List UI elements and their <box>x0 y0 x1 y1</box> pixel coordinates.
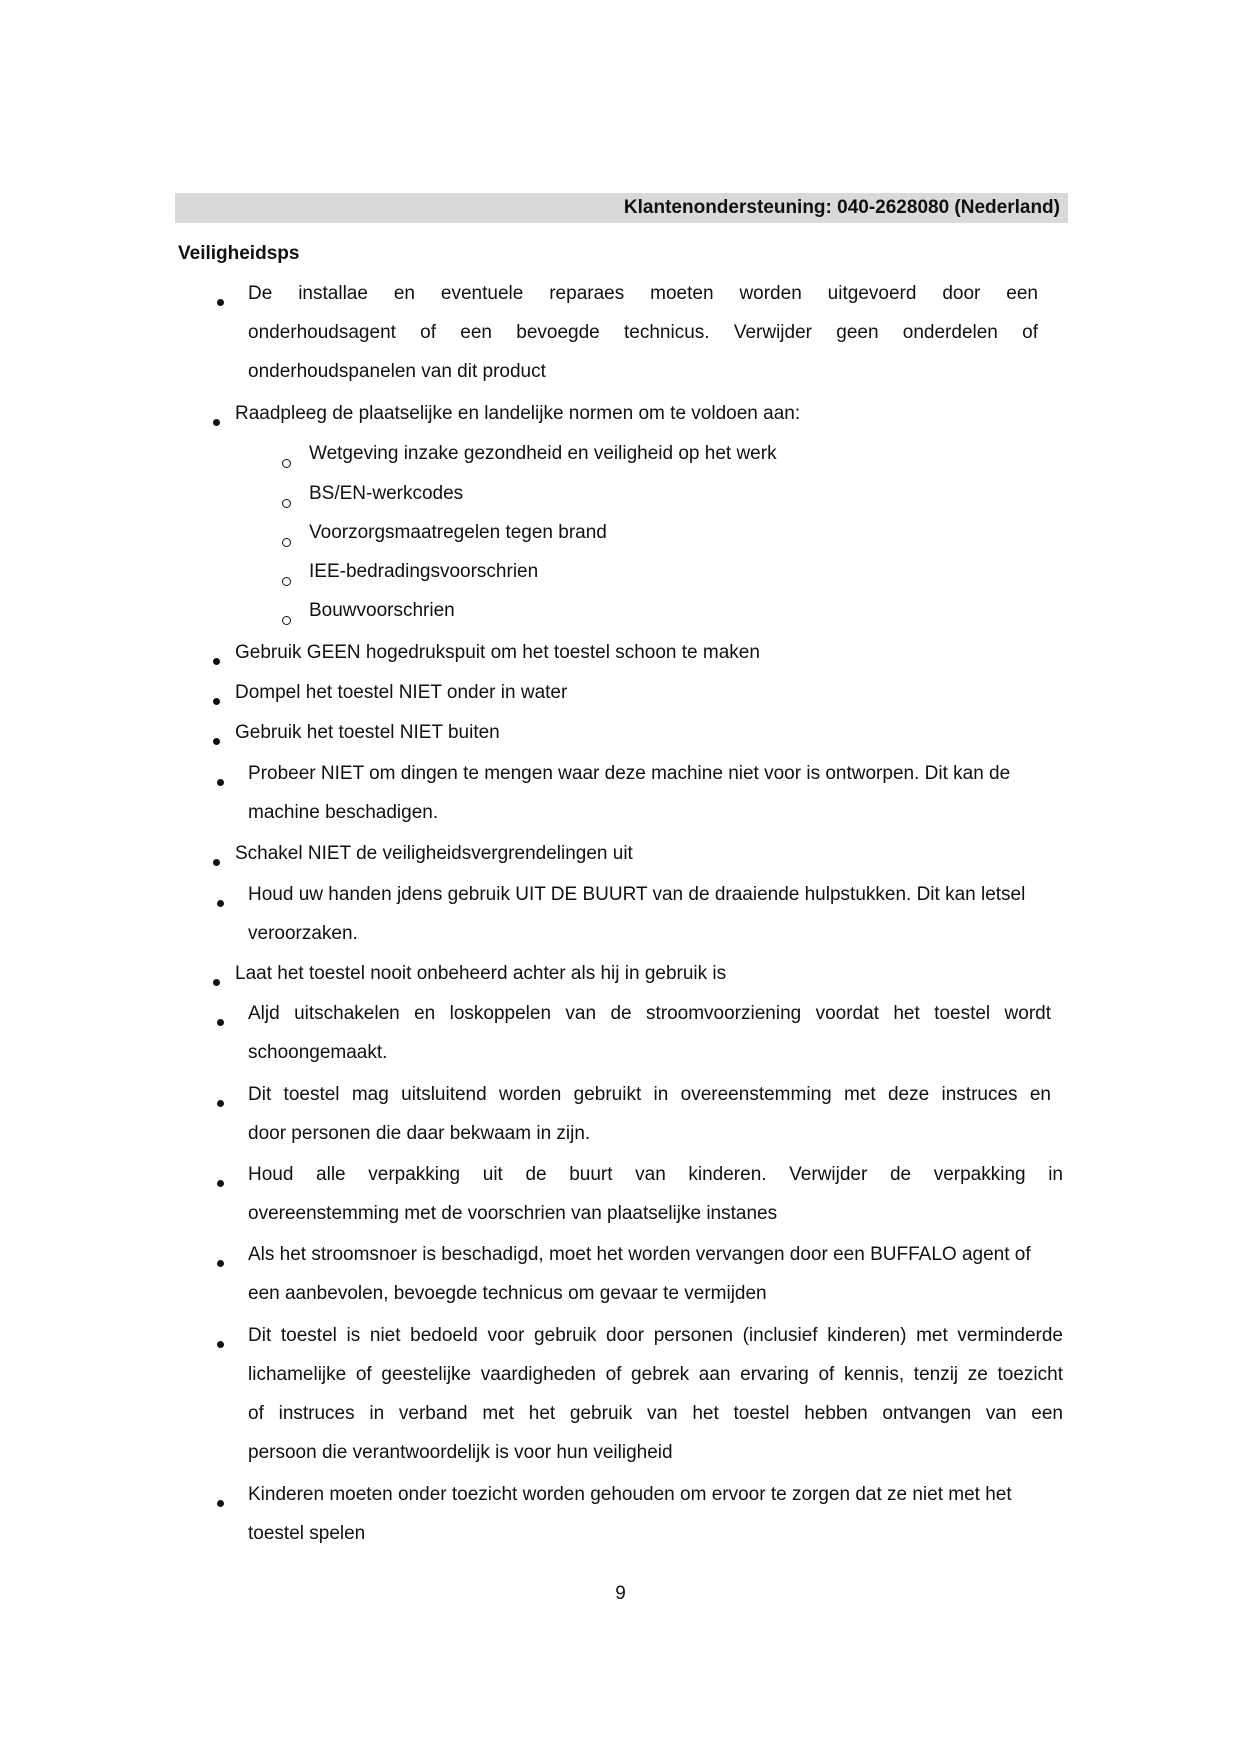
list-item-text: Gebruik het toestel NIET buiten <box>235 722 500 743</box>
list-item-text: veroorzaken. <box>248 923 358 944</box>
list-item-text: Laat het toestel nooit onbeheerd achter als hij in gebruik is <box>235 963 727 984</box>
list-item-text: schoongemaakt. <box>248 1042 388 1063</box>
support-contact-text: Klantenondersteuning: 040-2628080 (Nederland) <box>623 197 1060 218</box>
list-item-text: IEE-bedradingsvoorschrien <box>309 561 539 582</box>
bullet-icon <box>213 859 220 866</box>
list-item-text: persoon die verantwoordelijk is voor hun veiligheid <box>248 1442 673 1463</box>
list-item-text: Schakel NIET de veiligheidsvergrendelingen uit <box>235 843 633 864</box>
bullet-icon <box>217 1180 224 1187</box>
bullet-icon <box>217 1260 224 1267</box>
list-item-text: toestel spelen <box>248 1523 366 1544</box>
hollow-bullet-icon <box>282 538 291 547</box>
list-item-text: Kinderen moeten onder toezicht worden gehouden om ervoor te zorgen dat ze niet met het <box>248 1484 1012 1505</box>
bullet-icon <box>217 1500 224 1507</box>
list-item-text: onderhoudspanelen van dit product <box>248 361 546 382</box>
bullet-icon <box>217 1100 224 1107</box>
list-item-text: Probeer NIET om dingen te mengen waar deze machine niet voor is ontworpen. Dit kan de <box>248 763 1011 784</box>
list-item-text: Wetgeving inzake gezondheid en veiligheid op het werk <box>309 443 777 464</box>
hollow-bullet-icon <box>282 616 291 625</box>
list-item-text: Als het stroomsnoer is beschadigd, moet het worden vervangen door een BUFFALO agent of <box>248 1244 1031 1265</box>
bullet-icon <box>217 299 224 306</box>
page-number: 9 <box>615 1583 626 1604</box>
hollow-bullet-icon <box>282 577 291 586</box>
list-item-text: Dit toestel mag uitsluitend worden gebruikt in overeenstemming met deze instruces en <box>248 1084 1051 1105</box>
list-item-text: machine beschadigen. <box>248 802 439 823</box>
bullet-icon <box>213 979 220 986</box>
bullet-icon <box>217 900 224 907</box>
list-item-text: Dompel het toestel NIET onder in water <box>235 682 568 703</box>
list-item-text: onderhoudsagent of een bevoegde technicus. Verwijder geen onderdelen of <box>248 322 1038 343</box>
list-item-text: BS/EN-werkcodes <box>309 483 464 504</box>
hollow-bullet-icon <box>282 499 291 508</box>
list-item-text: Bouwvoorschrien <box>309 600 455 621</box>
hollow-bullet-icon <box>282 459 291 468</box>
list-item-text: een aanbevolen, bevoegde technicus om gevaar te vermijden <box>248 1283 767 1304</box>
bullet-icon <box>213 658 220 665</box>
list-item-text: of instruces in verband met het gebruik van het toestel hebben ontvangen van een <box>248 1403 1063 1424</box>
list-item-text: door personen die daar bekwaam in zijn. <box>248 1123 591 1144</box>
bullet-icon <box>213 698 220 705</box>
support-header-bar <box>175 193 1068 223</box>
list-item-text: lichamelijke of geestelijke vaardigheden of gebrek aan ervaring of kennis, tenzij ze toezicht <box>248 1364 1063 1385</box>
bullet-icon <box>217 1341 224 1348</box>
list-item-text: Houd alle verpakking uit de buurt van kinderen. Verwijder de verpakking in <box>248 1164 1063 1185</box>
section-title: Veiligheidsps <box>178 243 300 264</box>
bullet-icon <box>217 779 224 786</box>
bullet-icon <box>213 419 220 426</box>
list-item-text: Aljd uitschakelen en loskoppelen van de stroomvoorziening voordat het toestel wordt <box>248 1003 1051 1024</box>
list-item-text: Gebruik GEEN hogedrukspuit om het toestel schoon te maken <box>235 642 760 663</box>
list-item-text: Raadpleeg de plaatselijke en landelijke normen om te voldoen aan: <box>235 403 801 424</box>
list-item-text: Voorzorgsmaatregelen tegen brand <box>309 522 607 543</box>
list-item-text: De installae en eventuele reparaes moeten worden uitgevoerd door een <box>248 283 1038 304</box>
list-item-text: Dit toestel is niet bedoeld voor gebruik door personen (inclusief kinderen) met verminderde <box>248 1325 1063 1346</box>
list-item-text: Houd uw handen jdens gebruik UIT DE BUURT van de draaiende hulpstukken. Dit kan letsel <box>248 884 1026 905</box>
bullet-icon <box>217 1019 224 1026</box>
bullet-icon <box>213 738 220 745</box>
list-item-text: overeenstemming met de voorschrien van plaatselijke instanes <box>248 1203 778 1224</box>
